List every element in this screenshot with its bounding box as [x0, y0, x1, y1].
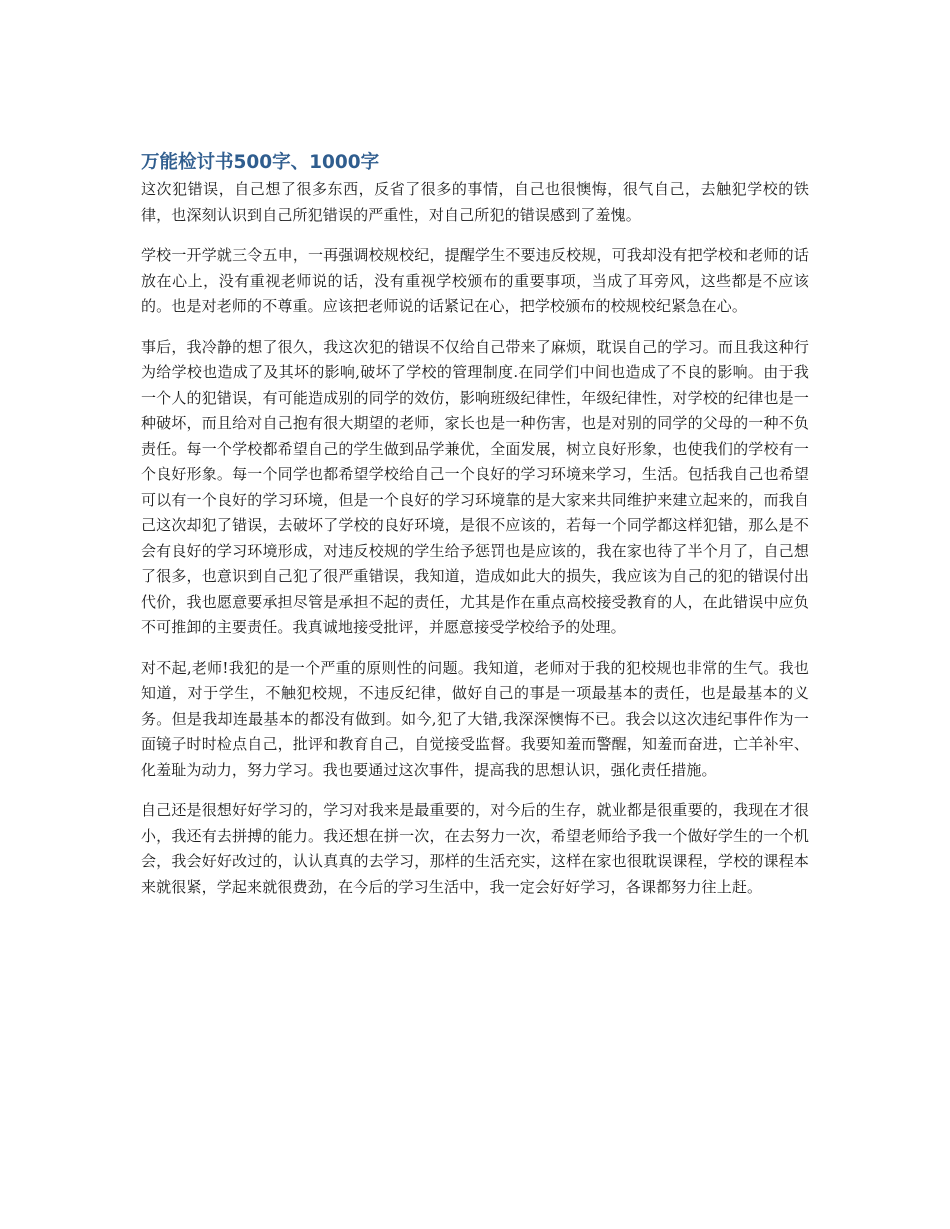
paragraph-5: 自己还是很想好好学习的，学习对我来是最重要的，对今后的生存，就业都是很重要的，我现在才很小，我还有去拼搏的能力。我还想在拼一次，在去努力一次，希望老师给予我一个做好学生的一个机会，我会好好改过的，认认真真的去学习，那样的生活充实，这样在家也很耽误课程，学校的课程本来就很紧，学起来就很费劲，在今后的学习生活中，我一定会好好学习，各课都努力往上赶。	[141, 801, 809, 896]
paragraph-1: 这次犯错误，自己想了很多东西，反省了很多的事情，自己也很懊悔，很气自己，去触犯学校的铁律，也深刻认识到自己所犯错误的严重性，对自己所犯的错误感到了羞愧。	[141, 180, 809, 224]
paragraph-2: 学校一开学就三令五申，一再强调校规校纪，提醒学生不要违反校规，可我却没有把学校和老师的话放在心上，没有重视老师说的话，没有重视学校颁布的重要事项，当成了耳旁风，这些都是不应该的。也是对老师的不尊重。应该把老师说的话紧记在心，把学校颁布的校规校纪紧急在心。	[141, 246, 809, 315]
document-page	[141, 150, 809, 915]
paragraph-3: 事后，我冷静的想了很久，我这次犯的错误不仅给自己带来了麻烦，耽误自己的学习。而且我这种行为给学校也造成了及其坏的影响,破坏了学校的管理制度.在同学们中间也造成了不良的影响。由于我一个人的犯错误，有可能造成别的同学的效仿，影响班级纪律性，年级纪律性，对学校的纪律也是一种破坏，而且给对自己抱有很大期望的老师，家长也是一种伤害，也是对别的同学的父母的一种不负责任。每一个学校都希望自己的学生做到品学兼优，全面发展，树立良好形象，也使我们的学校有一个良好形象。每一个同学也都希望学校给自己一个良好的学习环境来学习，生活。包括我自己也希望可以有一个良好的学习环境，但是一个良好的学习环境靠的是大家来共同维护来建立起来的，而我自己这次却犯了错误，去破坏了学校的良好环境，是很不应该的，若每一个同学都这样犯错，那么是不会有良好的学习环境形成，对违反校规的学生给予惩罚也是应该的，我在家也待了半个月了，自己想了很多，也意识到自己犯了很严重错误，我知道，造成如此大的损失，我应该为自己的犯的错误付出代价，我也愿意要承担尽管是承担不起的责任，尤其是作在重点高校接受教育的人，在此错误中应负不可推卸的主要责任。我真诚地接受批评，并愿意接受学校给予的处理。	[141, 337, 809, 636]
document-title: 万能检讨书500字、1000字	[141, 152, 380, 173]
paragraph-4: 对不起,老师!我犯的是一个严重的原则性的问题。我知道，老师对于我的犯校规也非常的生气。我也知道，对于学生，不触犯校规，不违反纪律，做好自己的事是一项最基本的责任，也是最基本的义务。但是我却连最基本的都没有做到。如今,犯了大错,我深深懊悔不已。我会以这次违纪事件作为一面镜子时时检点自己，批评和教育自己，自觉接受监督。我要知羞而警醒，知羞而奋进，亡羊补牢、化羞耻为动力，努力学习。我也要通过这次事件，提高我的思想认识，强化责任措施。	[141, 658, 809, 779]
